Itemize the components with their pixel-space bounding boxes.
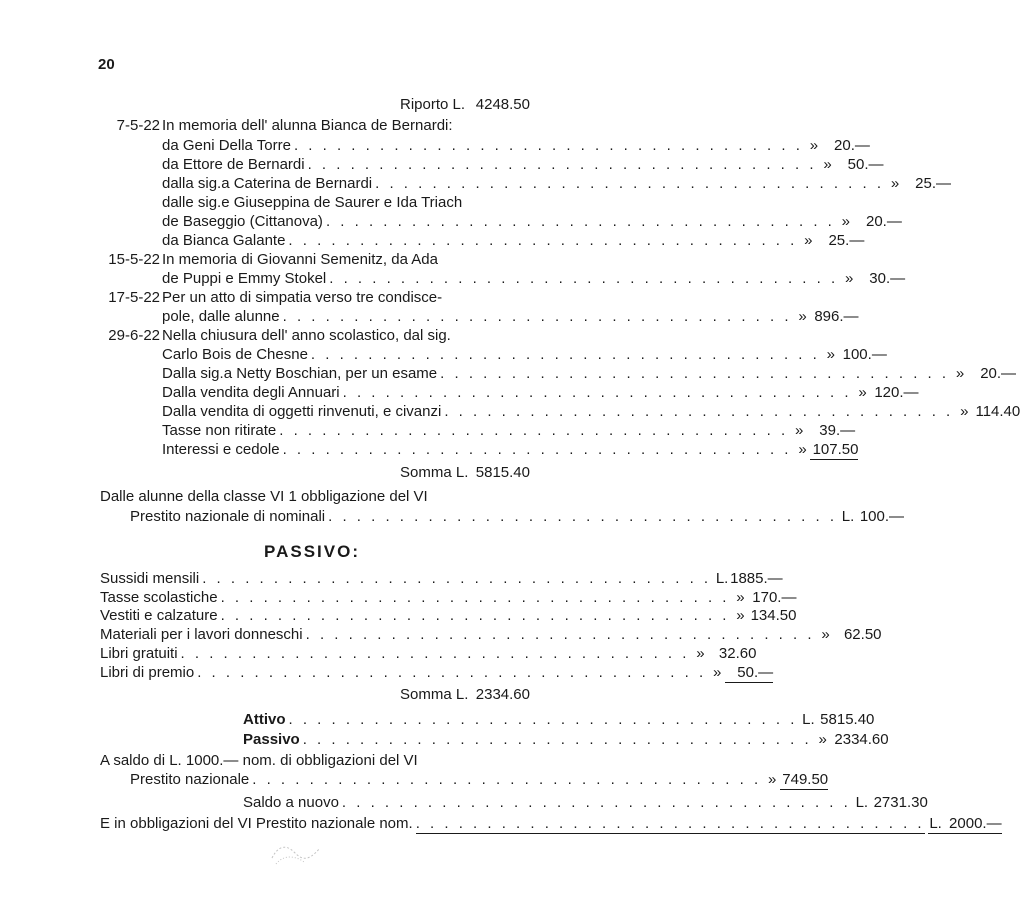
dot-leader: . . . . . . . . . . . . . . . . . . . . . . . . . . . . . . . . . . . . (279, 422, 789, 439)
attivo-total-line (243, 711, 875, 729)
line-amount: 32.60 (718, 645, 757, 662)
dot-leader: . . . . . . . . . . . . . . . . . . . . . . . . . . . . . . . . . . . . (342, 384, 852, 401)
line-text: Vestiti e calzature (100, 607, 218, 624)
line-amount: 5815.40 (475, 464, 530, 481)
line-amount: 62.50 (843, 626, 882, 643)
entry-line (162, 194, 530, 212)
library-stamp-mark (268, 838, 324, 868)
dot-leader: . . . . . . . . . . . . . . . . . . . . . . . . . . . . . . . . . . . . (415, 815, 925, 832)
line-text: da Ettore de Bernardi (162, 156, 305, 173)
currency-mark: » (767, 771, 777, 788)
line-amount: 39.— (819, 422, 856, 439)
line-text: pole, dalle alunne (162, 308, 280, 325)
line-text: Saldo a nuovo (243, 794, 339, 811)
line-text: Attivo (243, 711, 286, 728)
entry-line (100, 251, 530, 269)
line-text: Riporto L. (400, 96, 466, 113)
currency-mark: » (798, 441, 807, 458)
line-amount: 25.— (828, 232, 865, 249)
dot-leader: . . . . . . . . . . . . . . . . . . . . . . . . . . . . . . . . . . . . (220, 607, 730, 624)
entry-line (162, 156, 884, 174)
entry-line (162, 384, 919, 402)
passivo-line (100, 589, 797, 607)
entry-line (162, 346, 887, 364)
line-text: Passivo (243, 731, 300, 748)
dot-leader: . . . . . . . . . . . . . . . . . . . . . . . . . . . . . . . . . . . . (341, 794, 851, 811)
currency-mark: » (844, 270, 854, 287)
line-text: In memoria dell' alunna Bianca de Bernardi: (162, 117, 453, 134)
dot-leader: . . . . . . . . . . . . . . . . . . . . . . . . . . . . . . . . . . . . (293, 137, 803, 154)
entry-line (100, 752, 530, 770)
entry-line (162, 422, 856, 440)
line-amount: 120.— (874, 384, 919, 401)
line-amount: 100.— (842, 346, 887, 363)
line-text: Dalla sig.a Netty Boschian, per un esame (162, 365, 438, 382)
saldo-line (243, 794, 928, 812)
dot-leader: . . . . . . . . . . . . . . . . . . . . . . . . . . . . . . . . . . . . (288, 232, 798, 249)
passivo-line (100, 570, 783, 588)
line-text: Dalla vendita degli Annuari (162, 384, 340, 401)
line-amount: 2731.30 (873, 794, 928, 811)
entry-line (162, 308, 859, 326)
dot-leader: . . . . . . . . . . . . . . . . . . . . . . . . . . . . . . . . . . . . (197, 664, 707, 681)
currency-mark: » (818, 731, 827, 748)
entry-date: 7-5-22 (116, 117, 160, 134)
currency-mark: L. (929, 815, 942, 832)
sum-line (400, 464, 530, 482)
line-amount: 50.— (847, 156, 884, 173)
line-text: da Geni Della Torre (162, 137, 291, 154)
line-text: da Bianca Galante (162, 232, 286, 249)
dot-leader: . . . . . . . . . . . . . . . . . . . . . . . . . . . . . . . . . . . . (305, 626, 815, 643)
passivo-line (100, 645, 757, 663)
line-text: Libri gratuiti (100, 645, 178, 662)
line-amount: 114.40 (975, 403, 1020, 420)
line-amount: 1885.— (730, 570, 783, 587)
dot-leader: . . . . . . . . . . . . . . . . . . . . . . . . . . . . . . . . . . . . (220, 589, 730, 606)
dot-leader: . . . . . . . . . . . . . . . . . . . . . . . . . . . . . . . . . . . . (288, 711, 798, 728)
currency-mark: » (826, 346, 835, 363)
dot-leader: . . . . . . . . . . . . . . . . . . . . . . . . . . . . . . . . . . . . (307, 156, 817, 173)
line-text: dalla sig.a Caterina de Bernardi (162, 175, 373, 192)
currency-mark: » (804, 232, 813, 249)
line-text: Interessi e cedole (162, 441, 280, 458)
line-amount: 20.— (980, 365, 1017, 382)
currency-mark: L. (855, 794, 869, 811)
passivo-heading: PASSIVO: (264, 542, 360, 561)
line-amount: 2334.60 (834, 731, 889, 748)
dot-leader: . . . . . . . . . . . . . . . . . . . . . . . . . . . . . . . . . . . . (282, 441, 792, 458)
line-text: Carlo Bois de Chesne (162, 346, 308, 363)
line-text: Libri di premio (100, 664, 195, 681)
line-text: Tasse scolastiche (100, 589, 218, 606)
line-text: de Baseggio (Cittanova) (162, 213, 323, 230)
obbligazioni-line (100, 815, 1002, 833)
entry-line (130, 508, 905, 526)
line-text: Dalle alunne della classe VI 1 obbligazione del VI (100, 488, 428, 505)
line-amount: 20.— (865, 213, 902, 230)
currency-mark: » (696, 645, 705, 662)
passivo-line (100, 664, 774, 682)
currency-mark: » (890, 175, 900, 192)
currency-mark: L. (841, 508, 855, 525)
line-text: de Puppi e Emmy Stokel (162, 270, 327, 287)
line-text: Tasse non ritirate (162, 422, 277, 439)
dot-leader: . . . . . . . . . . . . . . . . . . . . . . . . . . . . . . . . . . . . (202, 570, 712, 587)
line-amount: 5815.40 (820, 711, 875, 728)
line-text: Sussidi mensili (100, 570, 200, 587)
line-amount: 100.— (859, 508, 905, 525)
dot-leader: . . . . . . . . . . . . . . . . . . . . . . . . . . . . . . . . . . . . (180, 645, 690, 662)
page-number: 20 (98, 56, 115, 73)
line-text: Nella chiusura dell' anno scolastico, dal sig. (162, 327, 451, 344)
line-text: E in obbligazioni del VI Prestito nazionale nom. (100, 815, 413, 832)
entry-line (100, 488, 530, 506)
entry-line (130, 771, 829, 789)
riporto-line (400, 96, 530, 114)
passivo-total-line (243, 731, 889, 749)
currency-mark: » (736, 607, 745, 624)
line-amount: 749.50 (780, 771, 828, 790)
dot-leader: . . . . . . . . . . . . . . . . . . . . . . . . . . . . . . . . . . . . (329, 270, 839, 287)
line-text: Prestito nazionale (130, 771, 250, 788)
line-text: Somma L. (400, 686, 469, 703)
entry-line (162, 175, 952, 193)
currency-mark: » (823, 156, 832, 173)
dot-leader: . . . . . . . . . . . . . . . . . . . . . . . . . . . . . . . . . . . . (310, 346, 820, 363)
passivo-line (100, 626, 882, 644)
entry-date: 29-6-22 (108, 327, 160, 344)
line-text: Materiali per i lavori donneschi (100, 626, 303, 643)
line-text: Dalla vendita di oggetti rinvenuti, e civanzi (162, 403, 442, 420)
currency-mark: » (858, 384, 867, 401)
line-text: In memoria di Giovanni Semenitz, da Ada (162, 251, 438, 268)
currency-mark: » (794, 422, 804, 439)
entry-line (100, 289, 530, 307)
entry-line (162, 232, 865, 250)
line-text: Per un atto di simpatia verso tre condisce- (162, 289, 443, 306)
currency-mark: » (736, 589, 745, 606)
dot-leader: . . . . . . . . . . . . . . . . . . . . . . . . . . . . . . . . . . . . (282, 308, 792, 325)
line-amount: 4248.50 (475, 96, 530, 113)
dot-leader: . . . . . . . . . . . . . . . . . . . . . . . . . . . . . . . . . . . . (328, 508, 838, 525)
line-amount: 2334.60 (475, 686, 530, 703)
sum-line (400, 686, 530, 704)
line-amount: 2000.— (944, 815, 1002, 834)
currency-mark: » (821, 626, 830, 643)
currency-mark: » (960, 403, 969, 420)
entry-line (162, 137, 870, 155)
currency-mark: » (841, 213, 851, 230)
entry-line (162, 213, 902, 231)
dot-leader: . . . . . . . . . . . . . . . . . . . . . . . . . . . . . . . . . . . . (302, 731, 812, 748)
line-text: A saldo di L. 1000.— nom. di obbligazioni del VI (100, 752, 418, 769)
entry-date: 17-5-22 (108, 289, 160, 306)
currency-mark: L. (802, 711, 815, 728)
line-text: Prestito nazionale di nominali (130, 508, 326, 525)
entry-line (162, 270, 906, 288)
line-amount: 20.— (834, 137, 870, 154)
line-amount: 170.— (752, 589, 797, 606)
currency-mark: L. (715, 570, 729, 587)
dot-leader: . . . . . . . . . . . . . . . . . . . . . . . . . . . . . . . . . . . . (325, 213, 835, 230)
entry-line (100, 327, 530, 345)
line-amount: 50.— (725, 664, 773, 683)
entry-line (162, 365, 1017, 383)
line-amount: 107.50 (810, 441, 858, 460)
passivo-line (100, 607, 797, 625)
currency-mark: » (712, 664, 722, 681)
line-amount: 896.— (814, 308, 859, 325)
currency-mark: » (955, 365, 965, 382)
dot-leader: . . . . . . . . . . . . . . . . . . . . . . . . . . . . . . . . . . . . (375, 175, 885, 192)
currency-mark: » (809, 137, 819, 154)
line-amount: 30.— (869, 270, 906, 287)
entry-line (162, 441, 859, 459)
dot-leader: . . . . . . . . . . . . . . . . . . . . . . . . . . . . . . . . . . . . (252, 771, 762, 788)
line-text: Somma L. (400, 464, 469, 481)
dot-leader: . . . . . . . . . . . . . . . . . . . . . . . . . . . . . . . . . . . . (444, 403, 954, 420)
entry-line (100, 117, 530, 135)
line-text: dalle sig.e Giuseppina de Saurer e Ida Triach (162, 194, 463, 211)
dot-leader: . . . . . . . . . . . . . . . . . . . . . . . . . . . . . . . . . . . . (440, 365, 950, 382)
currency-mark: » (798, 308, 807, 325)
entry-line (162, 403, 1020, 421)
entry-date: 15-5-22 (108, 251, 160, 268)
line-amount: 25.— (915, 175, 952, 192)
line-amount: 134.50 (750, 607, 797, 624)
